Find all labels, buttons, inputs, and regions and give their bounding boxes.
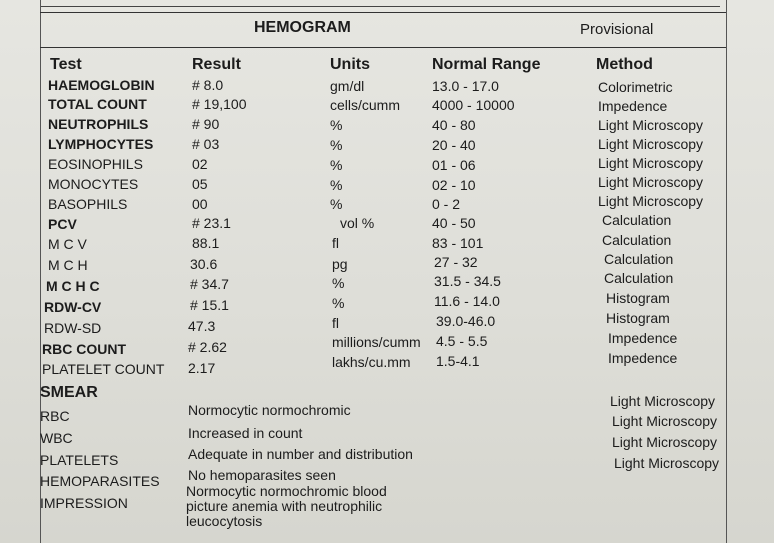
test-method: Calculation — [604, 251, 674, 267]
smear-method: Light Microscopy — [610, 393, 716, 409]
test-units: fl — [332, 235, 339, 251]
test-range: 4000 - 10000 — [432, 97, 515, 113]
test-result: # 8.0 — [192, 77, 224, 93]
test-method: Calculation — [602, 232, 672, 248]
test-range: 40 - 80 — [432, 117, 476, 133]
test-method: Impedence — [608, 330, 678, 346]
impression-label: IMPRESSION — [40, 495, 128, 511]
test-result: # 23.1 — [192, 215, 231, 231]
test-range: 11.6 - 14.0 — [434, 293, 500, 309]
test-method: Calculation — [602, 212, 672, 228]
smear-test: PLATELETS — [40, 452, 119, 468]
test-method: Light Microscopy — [598, 155, 704, 171]
impression-text: Normocytic normochromic blood picture anemia with neutrophilic leucocytosis — [186, 483, 387, 529]
test-method: Light Microscopy — [598, 174, 704, 190]
test-name: EOSINOPHILS — [48, 156, 143, 172]
right-border — [726, 0, 727, 543]
test-name: BASOPHILS — [48, 196, 128, 212]
report-status: Provisional — [580, 21, 654, 38]
smear-test: RBC — [40, 408, 70, 424]
test-name: RDW-CV — [44, 299, 102, 315]
report-title: HEMOGRAM — [254, 19, 351, 36]
smear-result: Adequate in number and distribution — [188, 446, 413, 462]
test-range: 02 - 10 — [432, 177, 476, 193]
test-units: % — [330, 117, 343, 133]
test-units: fl — [332, 315, 339, 331]
smear-method: Light Microscopy — [614, 455, 720, 471]
test-result: # 19,100 — [192, 96, 247, 112]
header-test: Test — [50, 56, 82, 73]
test-method: Histogram — [606, 310, 670, 326]
test-range: 20 - 40 — [432, 137, 476, 153]
test-name: M C H — [48, 257, 88, 273]
test-range: 01 - 06 — [432, 157, 476, 173]
test-range: 0 - 2 — [432, 196, 461, 212]
test-units: vol % — [340, 215, 375, 231]
top-divider — [40, 6, 720, 7]
header-result: Result — [192, 56, 241, 73]
test-result: 02 — [192, 156, 208, 172]
test-result: 88.1 — [192, 235, 220, 251]
test-range: 1.5-4.1 — [436, 353, 480, 369]
smear-result: Normocytic normochromic — [188, 402, 351, 418]
test-method: Impedence — [608, 350, 678, 366]
test-units: % — [330, 157, 343, 173]
test-name: RDW-SD — [44, 320, 102, 336]
test-units: % — [330, 196, 343, 212]
test-name: PCV — [48, 216, 77, 232]
test-units: pg — [332, 256, 348, 272]
header-units: Units — [330, 56, 370, 73]
test-units: gm/dl — [330, 78, 365, 94]
test-name: M C V — [48, 236, 87, 252]
test-result: # 34.7 — [190, 276, 229, 292]
header-method: Method — [596, 56, 653, 73]
smear-title: SMEAR — [40, 384, 98, 401]
test-range: 31.5 - 34.5 — [434, 273, 501, 289]
test-result: # 15.1 — [190, 297, 229, 313]
test-result: # 03 — [192, 136, 220, 152]
test-units: % — [332, 275, 345, 291]
test-result: # 2.62 — [188, 339, 227, 355]
test-result: 00 — [192, 196, 208, 212]
test-name: LYMPHOCYTES — [48, 136, 154, 152]
test-method: Colorimetric — [598, 79, 673, 95]
test-result: 05 — [192, 176, 208, 192]
test-units: millions/cumm — [332, 334, 421, 350]
test-units: % — [330, 177, 343, 193]
test-method: Histogram — [606, 290, 670, 306]
test-range: 40 - 50 — [432, 215, 476, 231]
test-method: Calculation — [604, 270, 674, 286]
test-range: 39.0-46.0 — [436, 313, 496, 329]
test-name: RBC COUNT — [42, 341, 126, 357]
test-result: # 90 — [192, 116, 220, 132]
test-range: 4.5 - 5.5 — [436, 333, 488, 349]
smear-method: Light Microscopy — [612, 413, 718, 429]
test-name: PLATELET COUNT — [42, 361, 165, 377]
test-result: 30.6 — [190, 256, 218, 272]
test-result: 47.3 — [188, 318, 216, 334]
test-method: Impedence — [598, 98, 668, 114]
smear-result: No hemoparasites seen — [188, 467, 336, 483]
test-units: cells/cumm — [330, 97, 401, 113]
test-name: TOTAL COUNT — [48, 96, 147, 112]
test-method: Light Microscopy — [598, 193, 704, 209]
test-method: Light Microscopy — [598, 117, 704, 133]
test-range: 13.0 - 17.0 — [432, 78, 499, 94]
test-name: M C H C — [46, 278, 100, 294]
test-units: % — [330, 137, 343, 153]
smear-test: WBC — [40, 430, 73, 446]
test-units: % — [332, 295, 345, 311]
test-name: NEUTROPHILS — [48, 116, 149, 132]
smear-result: Increased in count — [188, 425, 303, 441]
test-result: 2.17 — [188, 360, 216, 376]
smear-method: Light Microscopy — [612, 434, 718, 450]
test-name: HAEMOGLOBIN — [48, 77, 155, 93]
test-range: 27 - 32 — [434, 254, 478, 270]
test-name: MONOCYTES — [48, 176, 139, 192]
smear-test: HEMOPARASITES — [40, 473, 160, 489]
test-range: 83 - 101 — [432, 235, 484, 251]
test-units: lakhs/cu.mm — [332, 354, 411, 370]
test-method: Light Microscopy — [598, 136, 704, 152]
header-range: Normal Range — [432, 56, 541, 73]
